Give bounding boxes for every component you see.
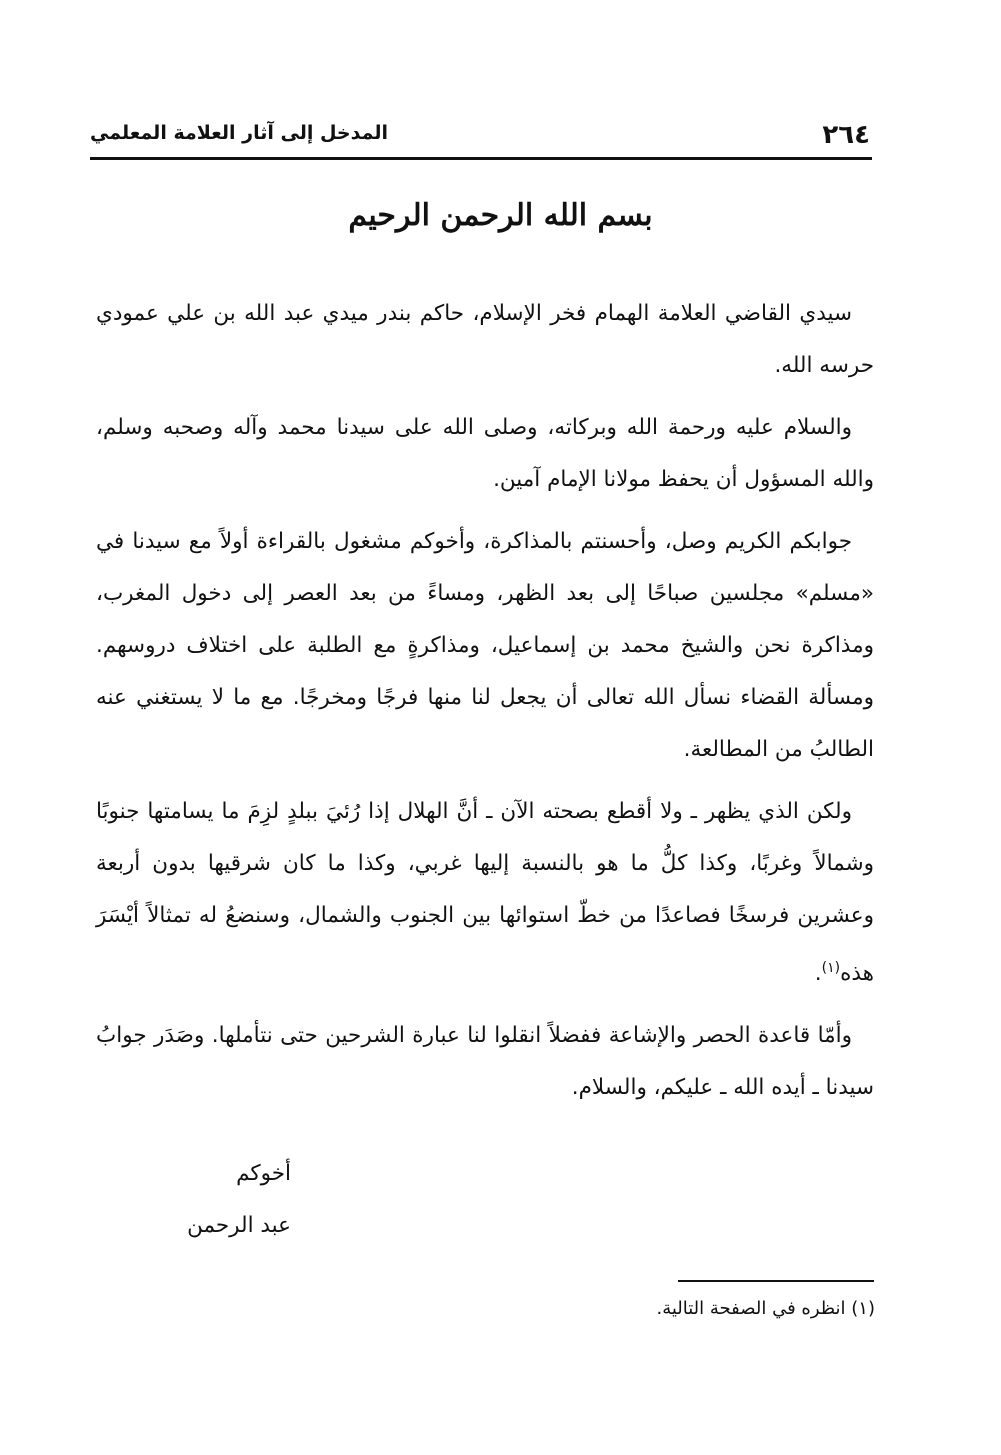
page-number: ٢٦٤: [822, 120, 870, 150]
paragraph-crescent-text: ولكن الذي يظهر ـ ولا أقطع بصحته الآن ـ أنَّ الهلال إذا رُئيَ ببلدٍ لزِمَ ما يسامتها جنوبًا وشمالاً وغربًا، وكذا كلُّ ما هو بالنسبة إليها غربي، وكذا ما كان شرقيها بدون أربعة وعشرين فرسخًا فصاعدًا من خطّ استوائها بين الجنوب والشمال، وسنضعُ له تمثالاً أيْسَرَ هذه: [96, 799, 874, 987]
header-rule: [90, 157, 872, 160]
footnote: (١) انظره في الصفحة التالية.: [656, 1298, 875, 1319]
signature-block: [91, 1148, 291, 1252]
paragraph-salutation: سيدي القاضي العلامة الهمام فخر الإسلام، حاكم بندر ميدي عبد الله بن علي عمودي حرسه الله.: [96, 301, 874, 378]
footnote-rule: [678, 1280, 874, 1282]
basmala: بسم الله الرحمن الرحيم: [348, 198, 653, 233]
running-header: [90, 116, 870, 156]
paragraph-greeting: والسلام عليه ورحمة الله وبركاته، وصلى الله على سيدنا محمد وآله وصحبه وسلم، والله المسؤول أن يحفظ مولانا الإمام آمين.: [96, 415, 874, 492]
paragraph-closing-request: وأمّا قاعدة الحصر والإشاعة ففضلاً انقلوا لنا عبارة الشرحين حتى نتأملها. وصَدَر جوابُ سيدنا ـ أيده الله ـ عليكم، والسلام.: [96, 1023, 874, 1101]
paragraph-crescent-end: .: [814, 961, 822, 987]
paragraph-crescent: [96, 786, 874, 1000]
letter-body: [96, 288, 874, 1124]
book-title: المدخل إلى آثار العلامة المعلمي: [90, 122, 388, 144]
signature-line-name: عبد الرحمن: [187, 1213, 291, 1238]
footnote-reference: (١): [821, 960, 841, 976]
signature-line-brother: أخوكم: [236, 1161, 291, 1186]
paragraph-reply: جوابكم الكريم وصل، وأحسنتم بالمذاكرة، وأخوكم مشغول بالقراءة أولاً مع سيدنا في «مسلم» مجلسين صباحًا إلى بعد الظهر، ومساءً من بعد العصر إلى دخول المغرب، ومذاكرة نحن والشيخ محمد بن إسماعيل، ومذاكرةٍ مع الطلبة على اختلاف دروسهم. ومسألة القضاء نسأل الله تعالى أن يجعل لنا منها فرجًا ومخرجًا. مع ما لا يستغني عنه الطالبُ من المطالعة.: [96, 529, 874, 762]
